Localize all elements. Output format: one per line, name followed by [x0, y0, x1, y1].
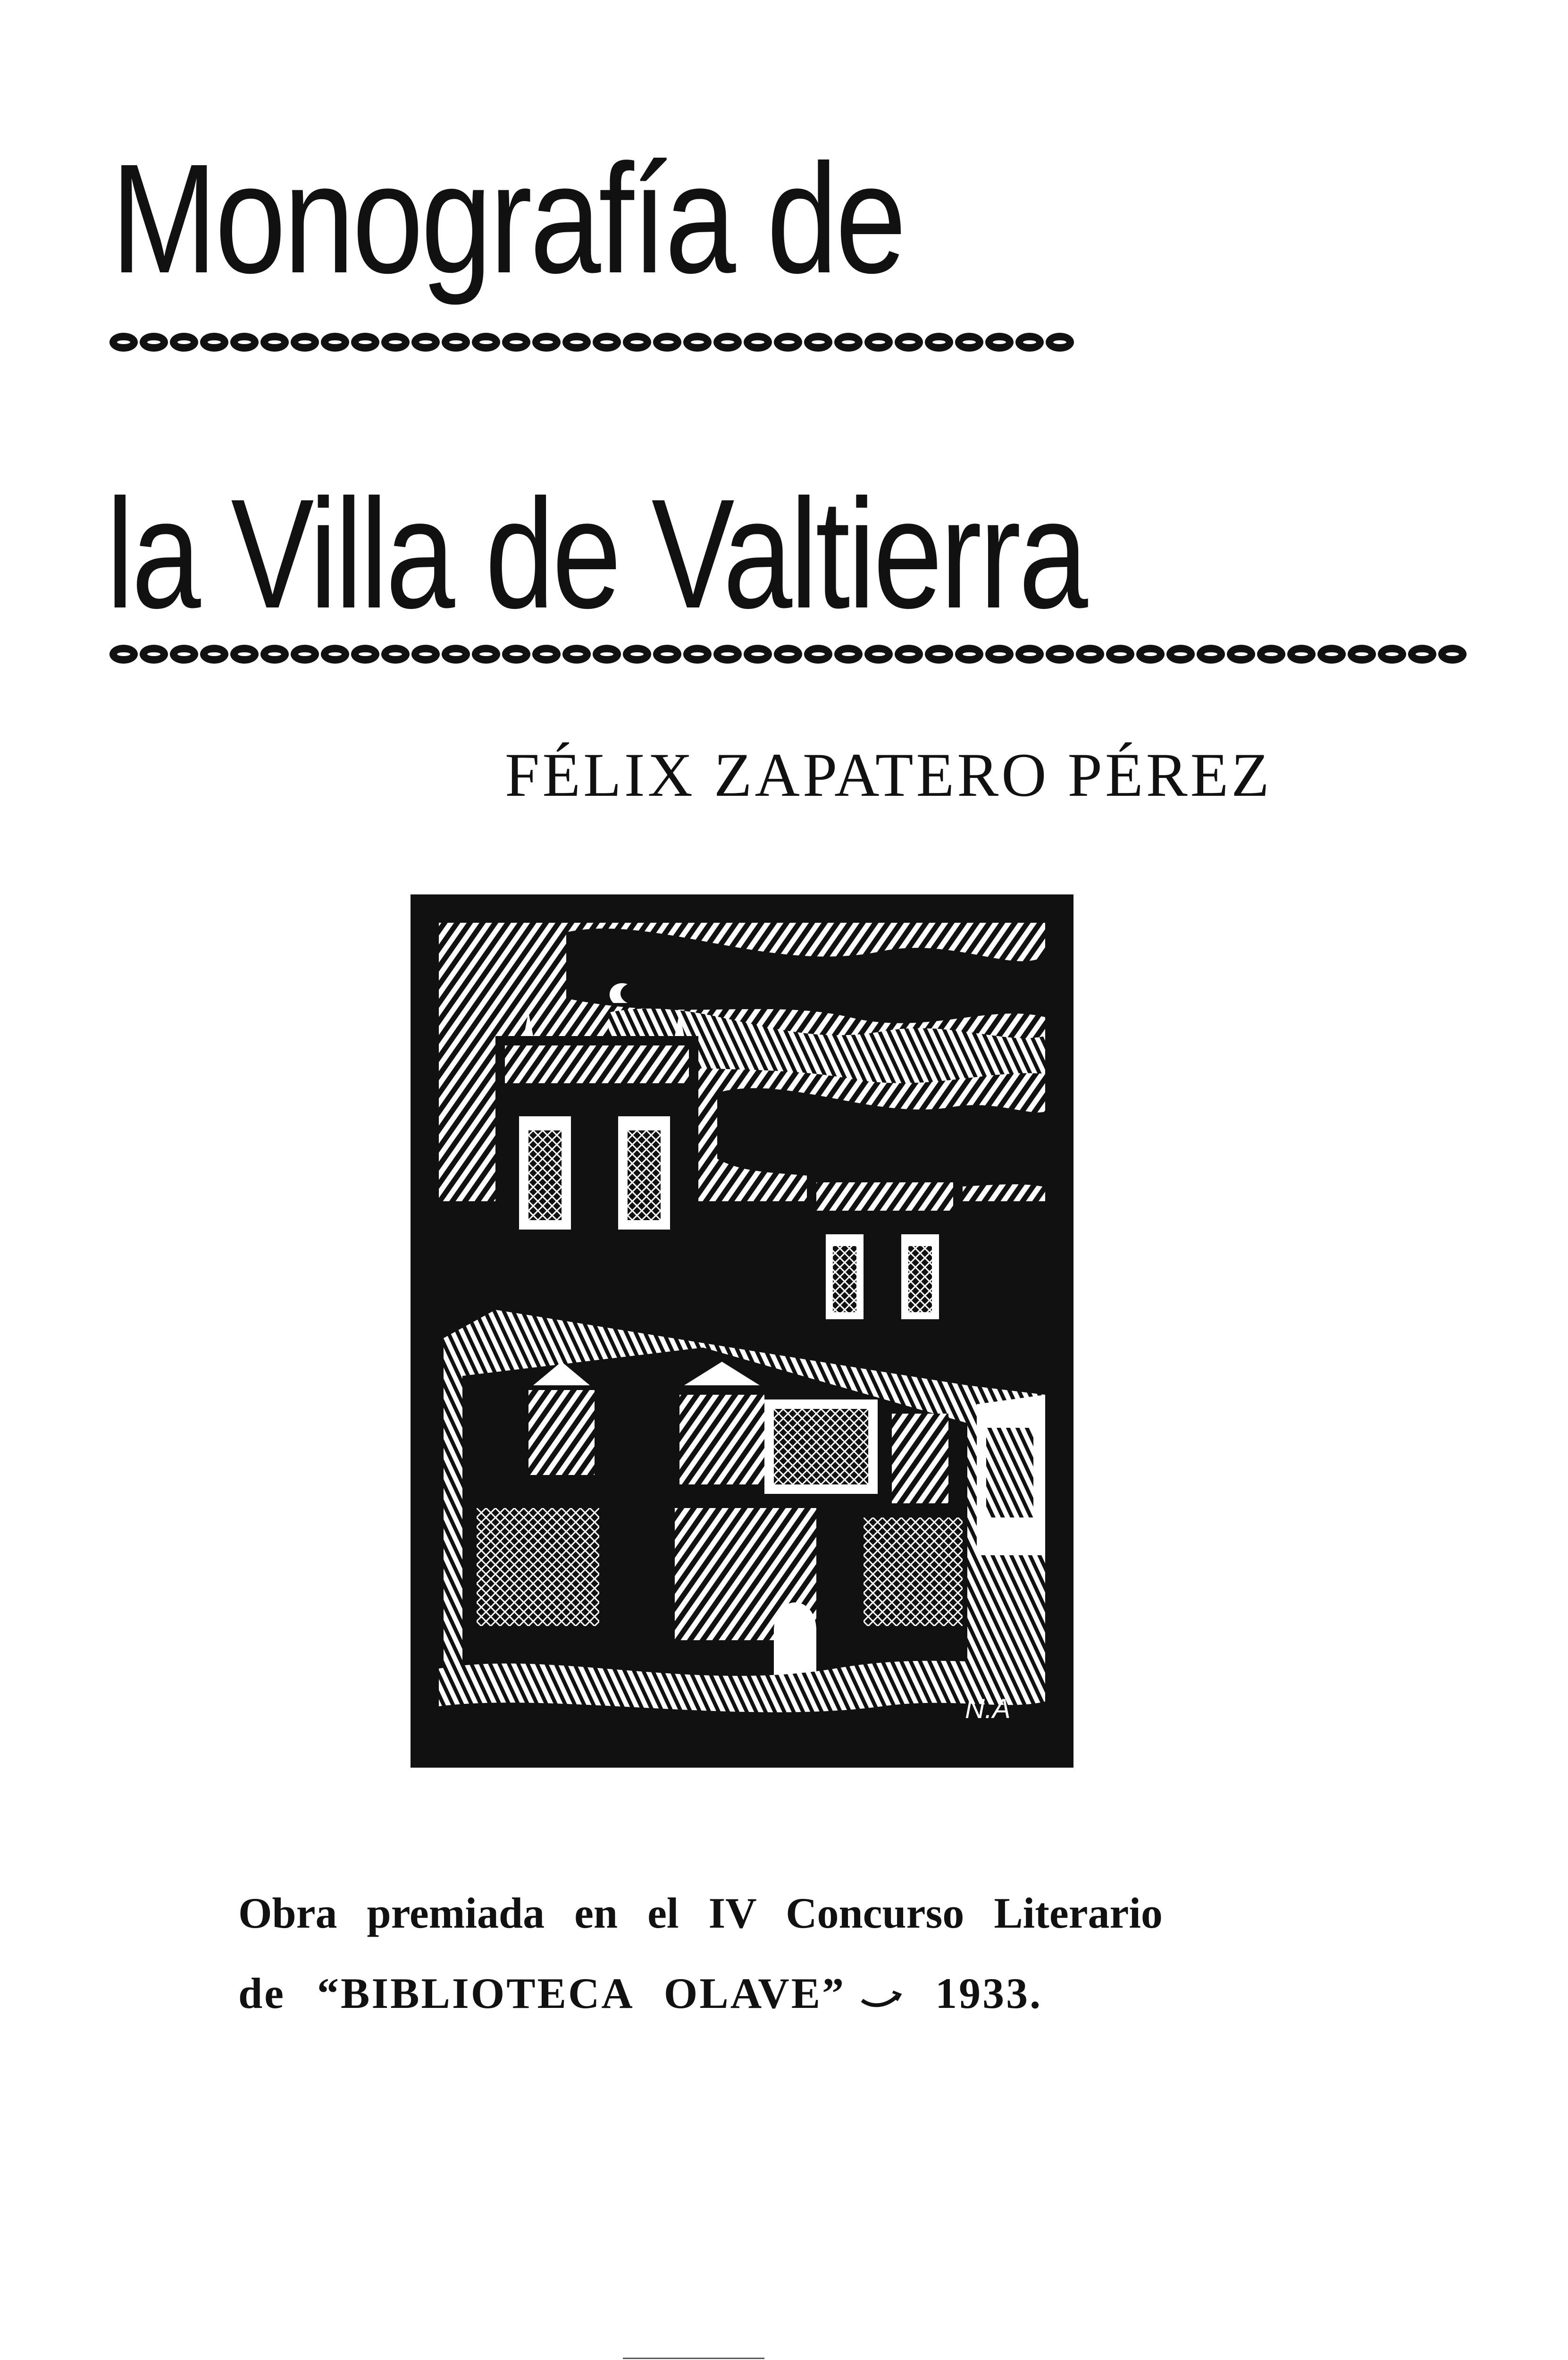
- ornament-dot: [442, 645, 470, 664]
- ornament-dot: [260, 333, 289, 352]
- ornament-dot: [532, 333, 561, 352]
- ornament-dot: [593, 645, 621, 664]
- ornament-dot: [955, 645, 983, 664]
- ornament-dot: [864, 333, 893, 352]
- ornament-dot: [1136, 645, 1165, 664]
- ornament-dot: [472, 333, 500, 352]
- ornament-dot: [834, 333, 863, 352]
- ornament-dot: [351, 333, 379, 352]
- ornament-dot: [1378, 645, 1406, 664]
- ornament-dot: [593, 333, 621, 352]
- ornament-dot: [834, 645, 863, 664]
- ornament-dot: [713, 333, 742, 352]
- ornament-dot: [532, 645, 561, 664]
- ornament-dot: [744, 333, 772, 352]
- ornament-dot: [170, 333, 198, 352]
- ornament-dot: [683, 645, 712, 664]
- ornament-dot: [683, 333, 712, 352]
- award-line-2: [238, 1968, 1042, 2018]
- title-line-2: la Villa de Valtierra: [106, 466, 1086, 641]
- ornament-dot: [1046, 333, 1074, 352]
- ornament-dot: [864, 645, 893, 664]
- church-woodcut-illustration: [411, 894, 1073, 1768]
- ornament-dot: [653, 333, 681, 352]
- ornament-dot: [1227, 645, 1255, 664]
- illustration-signature: N.A: [965, 1694, 1011, 1724]
- ornament-dot: [804, 645, 832, 664]
- award-library-name: de “BIBLIOTECA OLAVE”: [238, 1969, 846, 2017]
- ornament-dot: [804, 333, 832, 352]
- ornament-dot: [1317, 645, 1346, 664]
- ornament-dot: [381, 333, 410, 352]
- ornament-dot: [925, 333, 953, 352]
- ornament-dot: [1106, 645, 1134, 664]
- ornament-dot: [291, 645, 319, 664]
- ornament-dot-row: [109, 333, 1074, 352]
- award-line-1: Obra premiada en el IV Concurso Literario: [238, 1889, 1163, 1937]
- ornament-dot: [1197, 645, 1225, 664]
- ornament-dot: [1015, 333, 1044, 352]
- ornament-dot: [1348, 645, 1376, 664]
- ornament-dot: [230, 333, 259, 352]
- ornament-dot: [170, 645, 198, 664]
- ornament-dot: [411, 645, 440, 664]
- ornament-dot: [109, 645, 138, 664]
- ornament-dot: [985, 645, 1014, 664]
- ornament-dot: [321, 645, 349, 664]
- ornament-dot: [562, 333, 591, 352]
- ornament-dot: [1046, 645, 1074, 664]
- ornament-dot: [653, 645, 681, 664]
- ornament-dot: [230, 645, 259, 664]
- ornament-dot: [411, 333, 440, 352]
- ornament-dot: [291, 333, 319, 352]
- ornament-dot: [321, 333, 349, 352]
- ornament-dot: [472, 645, 500, 664]
- divider: [623, 2358, 764, 2359]
- ornament-dot: [895, 333, 923, 352]
- ornament-dot: [1015, 645, 1044, 664]
- ornament-dot: [744, 645, 772, 664]
- ornament-dot: [925, 645, 953, 664]
- ornament-dot: [140, 645, 168, 664]
- ornament-dot: [140, 333, 168, 352]
- ornament-dot: [985, 333, 1014, 352]
- ornament-dot: [1257, 645, 1285, 664]
- author-name: FÉLIX ZAPATERO PÉREZ: [505, 740, 1272, 809]
- ornament-dot: [351, 645, 379, 664]
- ornament-dot: [200, 333, 228, 352]
- ornament-dot: [502, 333, 530, 352]
- ornament-dot: [1438, 645, 1467, 664]
- ornament-dot: [109, 333, 138, 352]
- ornament-dot: [623, 333, 651, 352]
- ornament-dot: [713, 645, 742, 664]
- ornament-dot: [895, 645, 923, 664]
- ornament-dot-row: [109, 645, 1467, 664]
- ornament-dot: [1408, 645, 1436, 664]
- ornament-dot: [562, 645, 591, 664]
- ornament-dot: [260, 645, 289, 664]
- ornament-dot: [381, 645, 410, 664]
- ornament-dot: [1287, 645, 1316, 664]
- ornament-dot: [1076, 645, 1104, 664]
- award-year: 1933.: [935, 1969, 1043, 2017]
- ornament-dot: [955, 333, 983, 352]
- swash-ornament-icon: [860, 1986, 902, 2010]
- ornament-dot: [502, 645, 530, 664]
- ornament-dot: [623, 645, 651, 664]
- ornament-dot: [1166, 645, 1195, 664]
- ornament-dot: [774, 333, 802, 352]
- title-line-1: Monografía de: [111, 131, 905, 305]
- ornament-dot: [200, 645, 228, 664]
- ornament-dot: [442, 333, 470, 352]
- ornament-dot: [774, 645, 802, 664]
